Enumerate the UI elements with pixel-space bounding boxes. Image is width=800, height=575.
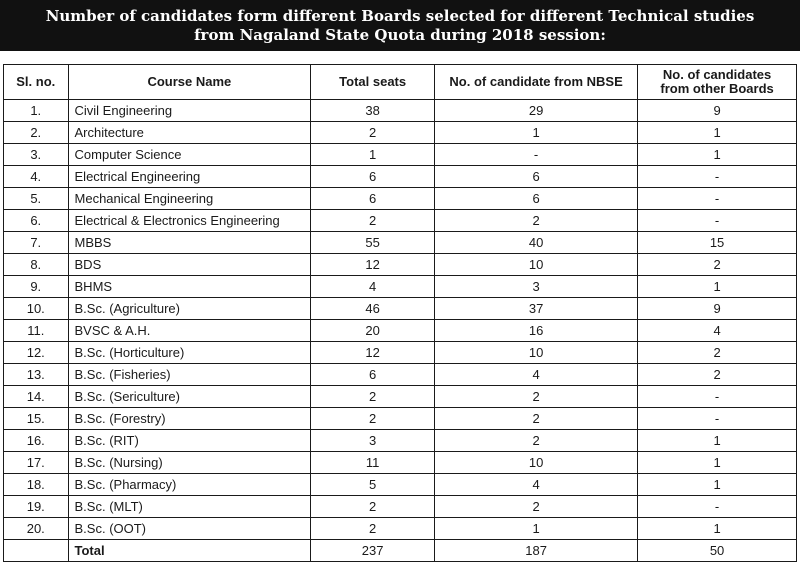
cell-course-name: BVSC & A.H. (68, 320, 311, 342)
cell-course-name: B.Sc. (Agriculture) (68, 298, 311, 320)
cell-course-name: BHMS (68, 276, 311, 298)
table-body (4, 100, 797, 562)
cell-other-boards: 1 (638, 518, 797, 540)
cell-total-seats: 38 (311, 100, 435, 122)
total-cell-sl-no (4, 540, 69, 562)
cell-nbse: 4 (435, 474, 638, 496)
cell-nbse: - (435, 144, 638, 166)
cell-nbse: 40 (435, 232, 638, 254)
cell-total-seats: 2 (311, 122, 435, 144)
cell-nbse: 2 (435, 210, 638, 232)
table-row (4, 276, 797, 298)
table-row (4, 474, 797, 496)
cell-course-name: Computer Science (68, 144, 311, 166)
table-row (4, 364, 797, 386)
cell-sl-no: 7. (4, 232, 69, 254)
cell-course-name: B.Sc. (MLT) (68, 496, 311, 518)
cell-total-seats: 11 (311, 452, 435, 474)
cell-nbse: 10 (435, 452, 638, 474)
cell-total-seats: 6 (311, 188, 435, 210)
cell-course-name: MBBS (68, 232, 311, 254)
header-total-seats: Total seats (311, 65, 435, 100)
cell-other-boards: 9 (638, 298, 797, 320)
cell-course-name: B.Sc. (RIT) (68, 430, 311, 452)
table-row (4, 166, 797, 188)
table-row (4, 188, 797, 210)
cell-sl-no: 5. (4, 188, 69, 210)
cell-sl-no: 6. (4, 210, 69, 232)
cell-sl-no: 15. (4, 408, 69, 430)
cell-other-boards: - (638, 386, 797, 408)
cell-other-boards: 1 (638, 122, 797, 144)
cell-total-seats: 2 (311, 408, 435, 430)
table-row (4, 210, 797, 232)
cell-other-boards: 1 (638, 276, 797, 298)
cell-total-seats: 2 (311, 210, 435, 232)
header-other-line-1: No. of candidates (662, 67, 772, 82)
cell-nbse: 1 (435, 518, 638, 540)
cell-other-boards: 2 (638, 342, 797, 364)
cell-nbse: 2 (435, 496, 638, 518)
table-row (4, 408, 797, 430)
cell-sl-no: 2. (4, 122, 69, 144)
cell-sl-no: 10. (4, 298, 69, 320)
cell-nbse: 10 (435, 342, 638, 364)
cell-other-boards: 15 (638, 232, 797, 254)
cell-sl-no: 8. (4, 254, 69, 276)
cell-course-name: B.Sc. (Fisheries) (68, 364, 311, 386)
table-row (4, 100, 797, 122)
cell-nbse: 37 (435, 298, 638, 320)
cell-other-boards: 1 (638, 452, 797, 474)
cell-sl-no: 18. (4, 474, 69, 496)
cell-other-boards: 1 (638, 430, 797, 452)
cell-other-boards: 2 (638, 254, 797, 276)
cell-other-boards: - (638, 166, 797, 188)
total-cell-total-seats: 237 (311, 540, 435, 562)
cell-course-name: Civil Engineering (68, 100, 311, 122)
cell-other-boards: - (638, 210, 797, 232)
cell-nbse: 29 (435, 100, 638, 122)
cell-sl-no: 4. (4, 166, 69, 188)
table-row (4, 298, 797, 320)
cell-course-name: B.Sc. (Nursing) (68, 452, 311, 474)
cell-course-name: B.Sc. (Sericulture) (68, 386, 311, 408)
candidates-table (3, 64, 797, 562)
cell-total-seats: 6 (311, 364, 435, 386)
table-row (4, 122, 797, 144)
cell-nbse: 2 (435, 408, 638, 430)
cell-other-boards: - (638, 408, 797, 430)
title-banner (0, 0, 800, 51)
cell-total-seats: 5 (311, 474, 435, 496)
table-row (4, 452, 797, 474)
cell-sl-no: 1. (4, 100, 69, 122)
cell-sl-no: 9. (4, 276, 69, 298)
cell-total-seats: 6 (311, 166, 435, 188)
title-line-2: from Nagaland State Quota during 2018 session: (194, 25, 606, 44)
cell-nbse: 16 (435, 320, 638, 342)
cell-course-name: B.Sc. (Forestry) (68, 408, 311, 430)
header-other-boards (638, 65, 797, 100)
cell-total-seats: 2 (311, 518, 435, 540)
cell-course-name: Mechanical Engineering (68, 188, 311, 210)
table-total-row (4, 540, 797, 562)
cell-nbse: 3 (435, 276, 638, 298)
cell-total-seats: 3 (311, 430, 435, 452)
table-row (4, 496, 797, 518)
cell-sl-no: 14. (4, 386, 69, 408)
cell-total-seats: 4 (311, 276, 435, 298)
cell-total-seats: 12 (311, 342, 435, 364)
title-line-1: Number of candidates form different Boards selected for different Technical studies (45, 6, 755, 25)
cell-nbse: 6 (435, 188, 638, 210)
table-row (4, 144, 797, 166)
cell-nbse: 6 (435, 166, 638, 188)
cell-total-seats: 2 (311, 386, 435, 408)
table-row (4, 320, 797, 342)
cell-other-boards: 1 (638, 474, 797, 496)
cell-nbse: 4 (435, 364, 638, 386)
cell-total-seats: 46 (311, 298, 435, 320)
header-course-name: Course Name (68, 65, 311, 100)
cell-course-name: B.Sc. (Pharmacy) (68, 474, 311, 496)
cell-course-name: BDS (68, 254, 311, 276)
table-row (4, 430, 797, 452)
cell-total-seats: 20 (311, 320, 435, 342)
cell-course-name: B.Sc. (Horticulture) (68, 342, 311, 364)
header-other-line-2: from other Boards (660, 81, 774, 96)
cell-total-seats: 1 (311, 144, 435, 166)
cell-nbse: 2 (435, 386, 638, 408)
cell-other-boards: - (638, 496, 797, 518)
cell-other-boards: 9 (638, 100, 797, 122)
total-cell-other-boards: 50 (638, 540, 797, 562)
cell-course-name: Architecture (68, 122, 311, 144)
total-cell-course-name: Total (68, 540, 311, 562)
cell-other-boards: - (638, 188, 797, 210)
cell-nbse: 1 (435, 122, 638, 144)
cell-other-boards: 4 (638, 320, 797, 342)
cell-sl-no: 16. (4, 430, 69, 452)
table-row (4, 518, 797, 540)
table-header-row (4, 65, 797, 100)
cell-other-boards: 1 (638, 144, 797, 166)
table-row (4, 386, 797, 408)
cell-sl-no: 19. (4, 496, 69, 518)
header-sl-no: Sl. no. (4, 65, 69, 100)
cell-nbse: 2 (435, 430, 638, 452)
total-cell-nbse: 187 (435, 540, 638, 562)
cell-course-name: Electrical Engineering (68, 166, 311, 188)
cell-sl-no: 12. (4, 342, 69, 364)
cell-course-name: Electrical & Electronics Engineering (68, 210, 311, 232)
cell-total-seats: 2 (311, 496, 435, 518)
cell-sl-no: 17. (4, 452, 69, 474)
table-row (4, 342, 797, 364)
cell-sl-no: 13. (4, 364, 69, 386)
cell-total-seats: 12 (311, 254, 435, 276)
cell-nbse: 10 (435, 254, 638, 276)
cell-sl-no: 20. (4, 518, 69, 540)
cell-other-boards: 2 (638, 364, 797, 386)
header-nbse: No. of candidate from NBSE (435, 65, 638, 100)
cell-total-seats: 55 (311, 232, 435, 254)
cell-sl-no: 3. (4, 144, 69, 166)
cell-course-name: B.Sc. (OOT) (68, 518, 311, 540)
table-row (4, 232, 797, 254)
cell-sl-no: 11. (4, 320, 69, 342)
table-row (4, 254, 797, 276)
